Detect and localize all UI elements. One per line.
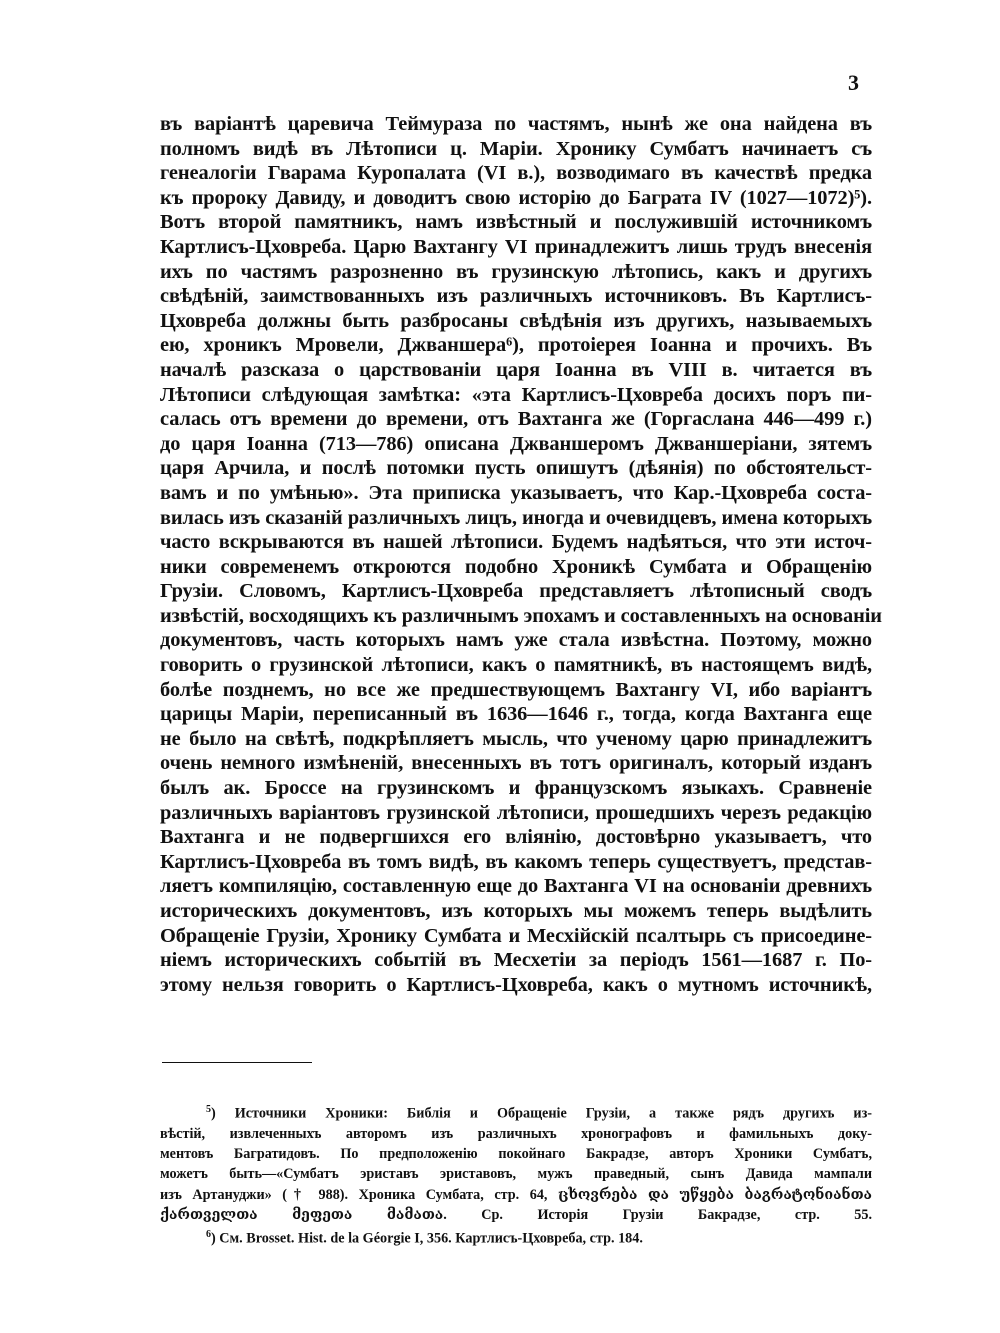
footnote-text: можетъ быть—«Сумбатъ эриставъ эриставовъ, мужъ праведный, сынъ Давида мампали xyxy=(160,1166,872,1183)
text-line: болѣе позднемъ, но все же предшествующемъ Вахтангу VI, ибо вapiaнтъ xyxy=(160,678,872,701)
text-line: ихъ по частямъ разрозненно въ грузинскую лѣтопись, какъ и другихъ xyxy=(160,260,872,283)
text-line: часто вскрываются въ нашей лѣтописи. Будемъ надѣяться, что эти источ- xyxy=(160,531,872,554)
text-line: этому нельзя говорить о Картлисъ-Цховреба, какъ о мутномъ источникѣ, xyxy=(160,973,872,996)
footnote-text: ) Источники Хроники: Библія и Обращеніе Грузіи, а также рядъ другихъ из- xyxy=(211,1105,872,1122)
footnotes xyxy=(160,1100,872,1249)
text-line: началѣ разсказа о царствованіи царя Іоанна въ VIII в. читается въ xyxy=(160,358,872,381)
footnote-line xyxy=(160,1124,872,1144)
text-line: извѣстій, восходящихъ къ различнымъ эпохамъ и составленныхъ на основаніи xyxy=(160,604,882,627)
footnote-line xyxy=(160,1205,872,1225)
footnote-text: ) См. Brosset. Hist. de la Géorgie I, 356. Картлисъ-Цховреба, стр. 184. xyxy=(211,1230,643,1247)
text-line: очень немного измѣненій, внесенныхъ въ тотъ оригиналъ, который изданъ xyxy=(160,752,872,775)
text-line: полномъ видѣ въ Лѣтописи ц. Mapiи. Хронику Сумбатъ начинаетъ съ xyxy=(160,137,872,160)
footnote-line xyxy=(160,1185,872,1205)
footnote-line xyxy=(160,1225,872,1249)
page-number: 3 xyxy=(848,70,859,95)
text-line: къ пророку Давиду, и доводитъ свою исторію до Баграта IV (1027—1072)⁵). xyxy=(160,186,872,209)
footnote-marker: 5 xyxy=(206,1104,211,1115)
text-line: различныхъ варіантовъ грузинской лѣтописи, прошедшихъ черезъ редакцію xyxy=(160,801,872,824)
text-line: былъ ак. Броссе на грузинскомъ и французскомъ языкахъ. Сравненіе xyxy=(160,777,872,800)
text-line: свѣдѣній, заимствованныхъ изъ различныхъ источниковъ. Въ Картлисъ- xyxy=(160,285,872,308)
footnote-text: вѣстій, извлеченныхъ авторомъ изъ различныхъ хронографовъ и фамильныхъ доку- xyxy=(160,1125,872,1142)
text-line: генеалогіи Гварама Куропалата (VI в.), возводимаго въ качествѣ предка xyxy=(160,162,872,185)
text-line: Цховреба должны быть разбросаны свѣдѣнія изъ другихъ, называемыхъ xyxy=(160,309,872,332)
footnote-text: изъ Артануджи» († 988). Хроника Сумбата, стр. 64, ცხოვრება და უწყება ბაგრატონიანთა xyxy=(160,1186,872,1203)
text-line: Лѣтописи слѣдующая замѣтка: «эта Картлисъ-Цховреба досихъ поръ пи- xyxy=(160,383,872,406)
text-line: царицы Маріи, переписанный въ 1636—1646 г., тогда, когда Вахтанга еще xyxy=(160,703,872,726)
footnote-line xyxy=(160,1100,872,1124)
text-line: въ вapiaнтѣ царевича Теймураза по частямъ, нынѣ же она найдена въ xyxy=(160,113,872,135)
text-line: говорить о грузинской лѣтописи, какъ о памятникѣ, въ настоящемъ видѣ, xyxy=(160,654,872,677)
text-line: историческихъ документовъ, изъ которыхъ мы можемъ теперь выдѣлить xyxy=(160,900,872,922)
text-line: ею, хроникъ Мровели, Джваншера⁶), протоіерея Іоанна и прочихъ. Въ xyxy=(160,334,872,357)
text-line: Вотъ второй памятникъ, намъ извѣстный и послужившій источникомъ xyxy=(160,211,872,234)
text-line: Картлисъ-Цховреба въ томъ видѣ, въ какомъ теперь существуетъ, представ- xyxy=(160,850,872,873)
text-line: не было на свѣтѣ, подкрѣпляетъ мысль, что ученому царю принадлежитъ xyxy=(160,727,872,750)
footnote-line xyxy=(160,1164,872,1184)
footnote-marker: 6 xyxy=(206,1228,211,1240)
text-line: до царя Іоанна (713—786) описана Джваншеромъ Джваншеріани, зятемъ xyxy=(160,432,872,455)
main-text xyxy=(160,112,882,997)
text-line: Картлисъ-Цховреба. Царю Вахтангу VI принадлежитъ лишь трудъ внесенія xyxy=(160,235,872,258)
text-line: Вахтанга и не подвергшихся его вліянію, достовѣрно указываетъ, что xyxy=(160,826,872,849)
footnote-text: ментовъ Багратидовъ. По предположенію покойнаго Бакрадзе, авторъ Хроники Сумбатъ, xyxy=(160,1146,872,1163)
footnote-text: ქართველთა მეფეთა მამათა. Ср. Исторія Грузіи Бакрадзе, стр. 55. xyxy=(160,1206,872,1223)
text-line: ляетъ компиляцію, составленную еще до Вахтанга VI на основаніи древнихъ xyxy=(160,875,872,898)
text-line: царя Арчила, и послѣ потомки пусть опишутъ (дѣянія) по обстоятельст- xyxy=(160,457,872,480)
text-line: ніемъ историческихъ событій въ Месхетіи за періодъ 1561—1687 г. По- xyxy=(160,949,872,972)
text-line: ники современемъ откроются подобно Хроникѣ Сумбата и Обращенію xyxy=(160,555,872,578)
footnote-separator xyxy=(162,1062,312,1063)
text-line: Обращеніе Грузіи, Хронику Сумбата и Месхійскій псалтырь съ присоедине- xyxy=(160,924,872,947)
footnote-line xyxy=(160,1144,872,1164)
text-line: Грузіи. Словомъ, Картлисъ-Цховреба представляетъ лѣтописный сводъ xyxy=(160,580,872,603)
text-line: вамъ и по умѣнью». Эта приписка указываетъ, что Кар.-Цховреба соста- xyxy=(160,481,872,504)
text-line: салась отъ времени до времени, отъ Вахтанга же (Горгаслана 446—499 г.) xyxy=(160,408,872,431)
text-line: документовъ, часть которыхъ намъ уже стала извѣстна. Поэтому, можно xyxy=(160,629,872,652)
text-line: вилась изъ сказаній различныхъ лицъ, иногда и очевидцевъ, имена которыхъ xyxy=(160,506,872,529)
